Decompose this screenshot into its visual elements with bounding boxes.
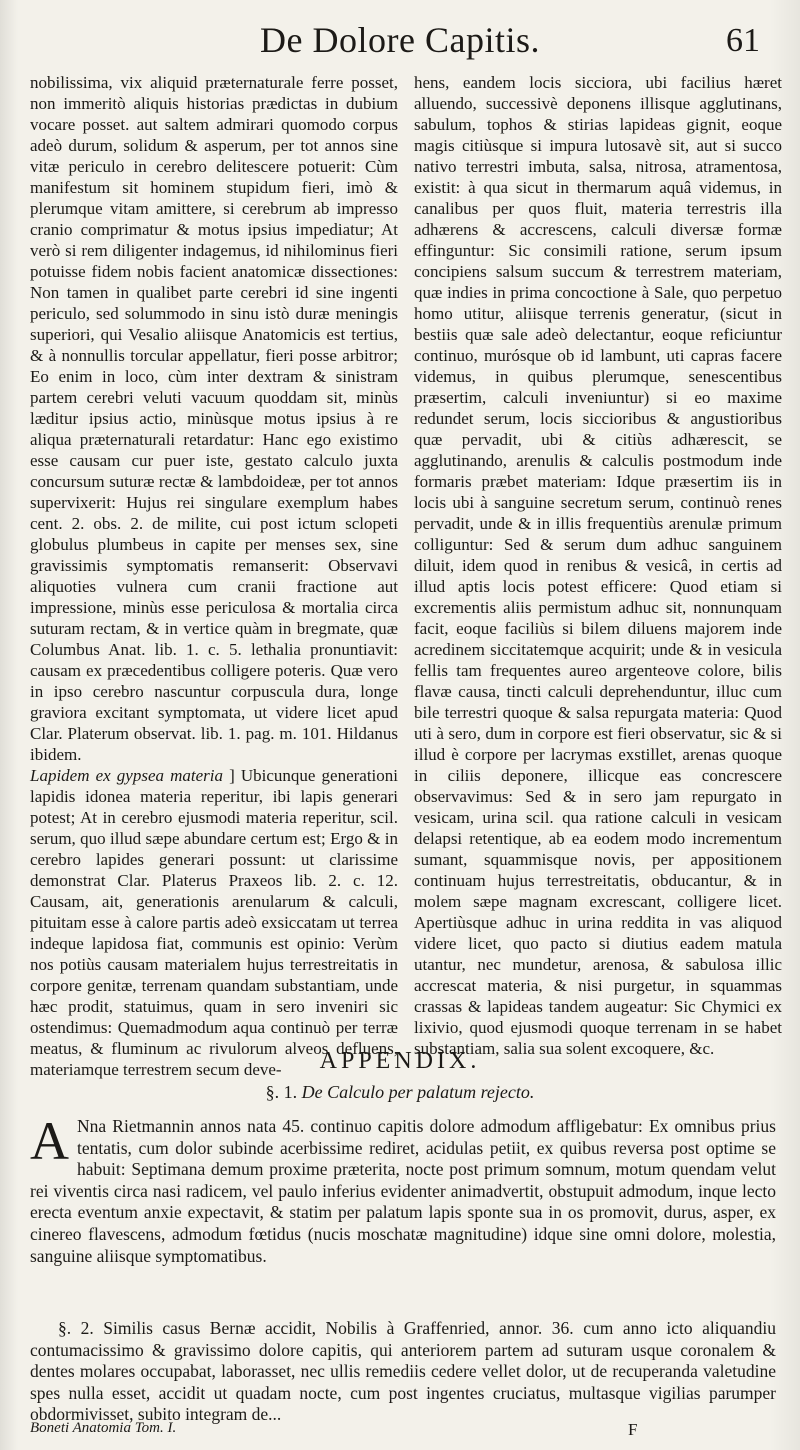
appendix-heading: APPENDIX. bbox=[319, 1048, 481, 1074]
left-column bbox=[30, 72, 399, 1079]
drop-capital: A bbox=[30, 1111, 69, 1171]
appendix-paragraph-1-text: Nna Rietmannin annos nata 45. continuo capitis dolore admodum affligebatur: Ex omnibus prius tentatis, cum dolor subinde acerbissime rediret, acidulas petiit, ex quibus reversa post optime se habuit: Septimana demum proxime præterita, nocte post primum somnum, motum quendam velut rei viventis circa nasi radicem, vel paulo inferius evidenter animadvertit, obstupuit admodum, inque lecto erecta eventum anxie expectavit, & statim per palatum lapis sponte sua in os promovit, durus, asper, ex cinereo flavescens, admodum fœtidus (nucis moschatæ magnitudine) idque sine omni dolore, molestia, sanguine aliisque symptomatibus. bbox=[30, 1116, 776, 1266]
page-number: 61 bbox=[726, 22, 760, 59]
signature-mark: F bbox=[628, 1420, 638, 1439]
running-title: De Dolore Capitis. bbox=[260, 20, 540, 60]
appendix-paragraph-2 bbox=[30, 1318, 776, 1426]
left-paragraph-2-text: ] Ubicunque generationi lapidis idonea materia reperitur, ibi lapis generari potest; At in cerebro ejusmodi materia reperitur, scil. serum, quo illud sæpe abundare certum est; Ergo & in cerebro lapides generari possunt: ut clarissime demonstrat Clar. Platerus Praxeos lib. 2. c. 12. Causam, ait, generationis arenularum & calculi, pituitam esse à calore partis adeò exsiccatam ut terrea indeque lapidosa fiat, communis est opinio: Verùm nos potiùs causam materialem hujus terrestreitatis in corpore genitæ, terrenam quandam substantiam, unde hæc prodit, statuimus, quam in sero inveniri sic ostendimus: Quemadmodum aqua continuò per terræ meatus, & fluminum ac rivulorum alveos defluens, materiamque terrestrem secum deve- bbox=[30, 766, 399, 1079]
section-title: De Calculo per palatum rejecto. bbox=[301, 1082, 535, 1102]
page-footer bbox=[30, 1420, 776, 1444]
right-paragraph-1: hens, eandem locis sicciora, ubi facilius hæret alluendo, successivè deponens illisque agglutinans, sabulum, tophos & stirias lapideas gignit, eoque magis citiùsque si impura lutosavè sit, aut si succo nativo terrestri imbuta, salsa, nitrosa, atramentosa, existit: à qua sicut in thermarum aquâ videmus, in canalibus per quos fluit, materia terrestris illa adhærens & accrescens, calculi diversæ formæ effinguntur: Sic consimili ratione, serum ipsum concipiens salsum succum & terrestrem materiam, quæ indies in prima concoctione à Sale, quo perpetuo homo utitur, aliisque terrenis generatur, (sicut in bestiis quæ sale adeò delectantur, eoque reficiuntur continuo, murósque ob id lambunt, uti capras facere videmus, in quibus plerumque, senescentibus præsertim, calculi inveniuntur) si eo maxime redundet serum, locis siccioribus & angustioribus quæ pervadit, ubi & citiùs adhærescit, se agglutinando, arenulis & calculis postmodum inde formaris præbet materiam: Idque præsertim iis in locis ubi à sanguine secretum serum, continuò renes pervadit, unde & in illis frequentiùs arenulæ primum colliguntur: Sed & serum dum adhuc sanguinem diluit, idem quod in renibus & vesicâ, in certis ad illud aptis locis potest efficere: Quod etiam si excrementis aliis permistum adhuc sit, nonnunquam facit, eoque faciliùs si bilem diluens majorem inde acredinem siccitatemque acquirit; unde & in vesicula fellis tam frequentes aureo argenteove colore, bilis flavæ causa, tincti calculi deprehenduntur, illuc cum bile terrestri quoque & salsa repurgata materia: Quod uti à sero, dum in corpore est fieri observatur, sic & si illud è corpore per lacrymas exstillet, arenas quoque in ciliis deponere, illicque eas concrescere observavimus: Sed & in sero jam repurgato in vesicam, urina scil. qua ratione calculi in vesicam delapsi retentique, ab ea eodem modo incrementum sumant, squammisque novis, per appositionem continuam hujus terrestreitatis, obducantur, & in molem sæpe magnam excrescant, colligere licet. Apertiùsque adhuc in urina reddita in vas aliquod videre licet, quo pacto si diutius eadem matula utantur, nec mundetur, arenosa, & sabulosa illic accrescat materia, & nisi purgetur, in squammas crassas & lapideas tandem augeatur: Sic Chymici ex lixivio, quod ejusmodi quoque terrenam in se habet substantiam, salia sua solent excoquere, &c. bbox=[414, 73, 782, 1058]
appendix-paragraph-1 bbox=[30, 1111, 776, 1267]
left-paragraph-2 bbox=[30, 765, 398, 1080]
section-heading bbox=[0, 1082, 800, 1103]
signature-line: Boneti Anatomia Tom. I. bbox=[30, 1420, 177, 1436]
section-number: §. 1. bbox=[265, 1082, 298, 1102]
rubric-lemma: Lapidem ex gypsea materia bbox=[30, 766, 223, 785]
left-paragraph-1: nobilissima, vix aliquid præternaturale ferre posset, non immeritò aliquis historias prædictas in dubium vocare posset. aut saltem admirari quomodo corpus adeò durum, solidum & asperum, per tot annos sine vitæ periculo in cerebro delitescere potuerit: Cùm manifestum sit hominem stupidum fieri, imò & plerumque vitam amittere, si cerebrum ab impresso cranio comprimatur & motus ipsius impediatur; At verò si rem diligenter indagemus, id nihilominus fieri potuisse fidem nobis facient anatomicæ dissectiones: Non tamen in qualibet parte cerebri id sine ingenti periculo, sed solummodo in sinu istò duræ meningis superiori, qui Vesalio aliisque Anatomicis est tertius, & à nonnullis torcular appellatur, fieri posse arbitror; Eo enim in loco, cùm inter dextram & sinistram partem cerebri veluti vacuum quoddam sit, minùs læditur ipsius actio, minùsque motus ipsius à re aliqua præternaturali retardatur: Hanc ego existimo esse causam cur puer iste, gestato calculo juxta concursum suturæ rectæ & lambdoideæ, per tot annos supervixerit: Hujus rei singulare exemplum habes cent. 2. obs. 2. de milite, cui post ictum sclopeti globulus plumbeus in capite per menses sex, sine gravissimis symptomatis remanserit: Observavi aliquoties vulnera cum cranii fractione aut impressione, minùs esse periculosa & mortalia circa suturam rectam, & in vertice quàm in bregmate, quæ Columbus Anat. lib. 1. c. 5. lethalia pronuntiavit: causam ex præcedentibus colligere poteris. Quæ vero in ipso cerebro nascuntur corpuscula dura, longe graviora excitant symptomata, ut videre licet apud Clar. Platerum observat. lib. 1. pag. m. 101. Hildanus ibidem. bbox=[30, 73, 398, 764]
appendix-paragraph-2-text: §. 2. Similis casus Bernæ accidit, Nobilis à Graffenried, annor. 36. cum anno icto aliquandiu contumacissimo & gravissimo dolore capitis, qui anteriorem partem ad suturam usque coronalem & dentes molares occupabat, laborasset, nec ullis remediis cedere vellet dolor, ut de recuperanda valetudine spes nulla esset, accidit ut quadam nocte, cum post ingentes cruciatus, multasque vigilias parumper obdormivisset, subito integram de... bbox=[30, 1318, 776, 1425]
right-column bbox=[414, 72, 782, 1058]
